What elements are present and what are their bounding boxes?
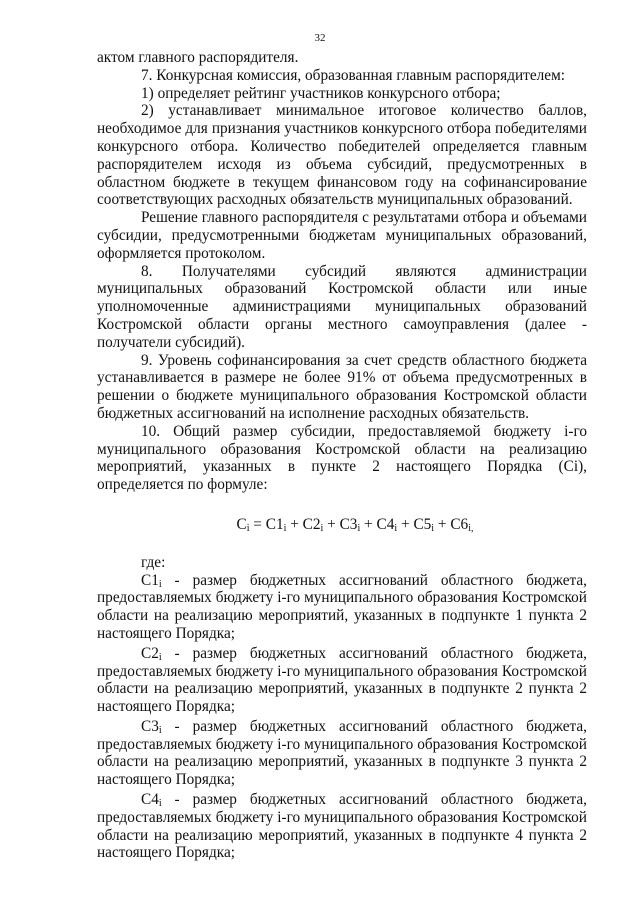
formula-term-sub: i (357, 522, 361, 534)
where-label: где: (141, 553, 166, 571)
formula-lhs-sub: i (246, 522, 250, 534)
formula-op: + (286, 515, 303, 533)
definition-c3 (97, 718, 587, 789)
formula-term: C1 (265, 515, 284, 533)
formula-op: + (360, 515, 377, 533)
paragraph-subitem-1: 1) определяет рейтинг участников конкурсного отбора; (141, 84, 501, 102)
formula-eq: = (249, 515, 266, 533)
formula-term: C5 (413, 515, 432, 533)
formula (97, 516, 587, 534)
formula-lhs: C (236, 515, 247, 533)
formula-term-sub: i (320, 522, 324, 534)
paragraph-item-9: 9. Уровень софинансирования за счет средств областного бюджета устанавливается в размере не более 91% от объема предусмотренных в решении о бюджете муниципального образования Костромской области бюджетных ассигнований на исполнение расходных обязательств. (97, 351, 587, 422)
formula-term-sub: i (283, 522, 287, 534)
paragraph-item-7: 7. Конкурсная комиссия, образованная главным распорядителем: (141, 66, 565, 84)
formula-term: C2 (302, 515, 321, 533)
paragraph-item-8: 8. Получателями субсидий являются администрации муниципальных образований Костромской области или иные уполномоченные администрациями муниципальных образований Костромской области органы местного самоуправления (далее - получатели субсидий). (97, 262, 587, 351)
definition-symbol-sub: i (158, 724, 162, 736)
formula-term: C6 (450, 515, 469, 533)
document-body (97, 49, 587, 862)
definition-text: - размер бюджетных ассигнований областного бюджета, предоставляемых бюджету i-го муниципального образования Костромской области на реализацию мероприятий, указанных в подпункте 2 пункта 2 настоящего Порядка; (97, 644, 587, 716)
formula-op: + (397, 515, 414, 533)
formula-term: C4 (376, 515, 395, 533)
page-number: 32 (314, 32, 326, 44)
paragraph-decision: Решение главного распорядителя с результатами отбора и объемами субсидии, предусмотренными бюджетам муниципальных образований, оформляется протоколом. (97, 209, 587, 262)
formula-op: + (434, 515, 451, 533)
definition-c4 (97, 791, 587, 862)
definition-symbol: C4 (141, 791, 159, 809)
definition-c2 (97, 645, 587, 716)
paragraph-item-10: 10. Общий размер субсидии, предоставляемой бюджету i-го муниципального образования Костромской области на реализацию мероприятий, указанных в пункте 2 настоящего Порядка (Ci), определяется по формуле: (97, 422, 587, 494)
definition-symbol-sub: i (158, 578, 162, 590)
definition-symbol: C2 (141, 644, 159, 662)
formula-op: + (323, 515, 340, 533)
formula-term: C3 (339, 515, 358, 533)
formula-term-sub: i, (468, 522, 474, 534)
definition-symbol-sub: i (158, 651, 162, 663)
paragraph-subitem-2: 2) устанавливает минимальное итоговое количество баллов, необходимое для признания участников конкурсного отбора победителями конкурсного отбора. Количество победителей определяется главным распорядителем исходя из объема субсидий, предусмотренных в областном бюджете в текущем финансовом году на софинансирование соответствующих расходных обязательств муниципальных образований. (97, 102, 587, 209)
definition-text: - размер бюджетных ассигнований областного бюджета, предоставляемых бюджету i-го муниципального образования Костромской области на реализацию мероприятий, указанных в подпункте 4 пункта 2 настоящего Порядка; (97, 791, 587, 862)
paragraph-continuation: актом главного распорядителя. (97, 49, 299, 66)
formula-term-sub: i (431, 522, 435, 534)
definition-symbol-sub: i (158, 798, 162, 810)
definition-symbol: C3 (141, 717, 159, 735)
definition-text: - размер бюджетных ассигнований областного бюджета, предоставляемых бюджету i-го муниципального образования Костромской области на реализацию мероприятий, указанных в подпункте 1 пункта 2 настоящего Порядка; (97, 571, 587, 642)
definition-c1 (97, 572, 587, 643)
definition-symbol: C1 (141, 571, 159, 589)
definition-text: - размер бюджетных ассигнований областного бюджета, предоставляемых бюджету i-го муниципального образования Костромской области на реализацию мероприятий, указанных в подпункте 3 пункта 2 настоящего Порядка; (97, 717, 587, 789)
formula-term-sub: i (394, 522, 398, 534)
